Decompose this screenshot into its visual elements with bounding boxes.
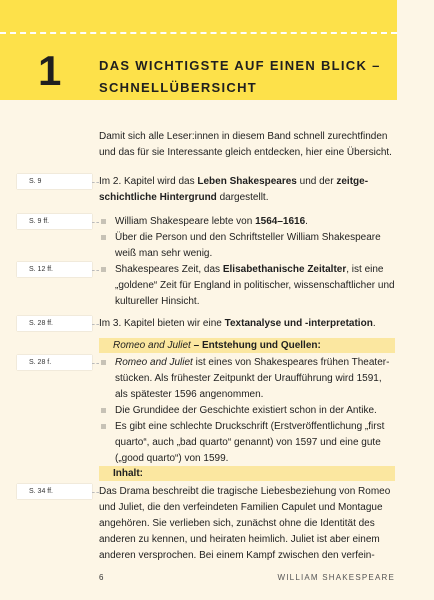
square-bullet-icon xyxy=(101,267,106,272)
square-bullet-icon xyxy=(101,235,106,240)
margin-ref-connector xyxy=(92,324,99,325)
section2-paragraph: Im 3. Kapitel bieten wir eine Textanalyse und -interpretation. xyxy=(99,318,376,329)
highlight-heading-content: Inhalt: xyxy=(99,466,395,481)
chapter-title: DAS WICHTIGSTE AUF EINEN BLICK – SCHNELLÜBERSICHT xyxy=(99,58,381,95)
margin-ref: S. 28 f. xyxy=(17,355,92,370)
margin-ref: S. 12 ff. xyxy=(17,262,92,277)
margin-ref-connector xyxy=(92,270,99,271)
margin-ref-connector xyxy=(92,182,99,183)
margin-ref: S. 28 ff. xyxy=(17,316,92,331)
margin-ref-connector xyxy=(92,363,99,364)
chapter-header xyxy=(0,0,397,100)
square-bullet-icon xyxy=(101,408,106,413)
page-number: 6 xyxy=(99,573,104,582)
intro-paragraph: Damit sich alle Leser:innen in diesem Band schnell zurechtfinden und das für sie Interessante gleich entdecken, hier eine Übersicht. xyxy=(99,131,392,158)
margin-ref: S. 9 ff. xyxy=(17,214,92,229)
header-dashed-line xyxy=(0,32,397,34)
square-bullet-icon xyxy=(101,360,106,365)
square-bullet-icon xyxy=(101,424,106,429)
margin-ref-connector xyxy=(92,492,99,493)
highlight-heading-origins: Romeo and Juliet – Entstehung und Quellen: xyxy=(99,338,395,353)
margin-ref: S. 9 xyxy=(17,174,92,189)
section1-paragraph: Im 2. Kapitel wird das Leben Shakespeares und der zeitgeschichtliche Hintergrund dargestellt. xyxy=(99,176,369,203)
content-paragraph: Das Drama beschreibt die tragische Liebesbeziehung von Romeo und Juliet, die den verfeindeten Familien Capulet und Montague angehören. Sie verlieben sich, zunächst ohne die Identität des anderen zu kennen, und heiraten heimlich. Juliet ist aber einem anderen versprochen. Bei einem Kampf zwischen den verfein- xyxy=(99,486,391,561)
running-title: WILLIAM SHAKESPEARE xyxy=(277,573,395,582)
margin-ref-connector xyxy=(92,222,99,223)
square-bullet-icon xyxy=(101,219,106,224)
margin-ref: S. 34 ff. xyxy=(17,484,92,499)
chapter-number: 1 xyxy=(38,47,62,94)
